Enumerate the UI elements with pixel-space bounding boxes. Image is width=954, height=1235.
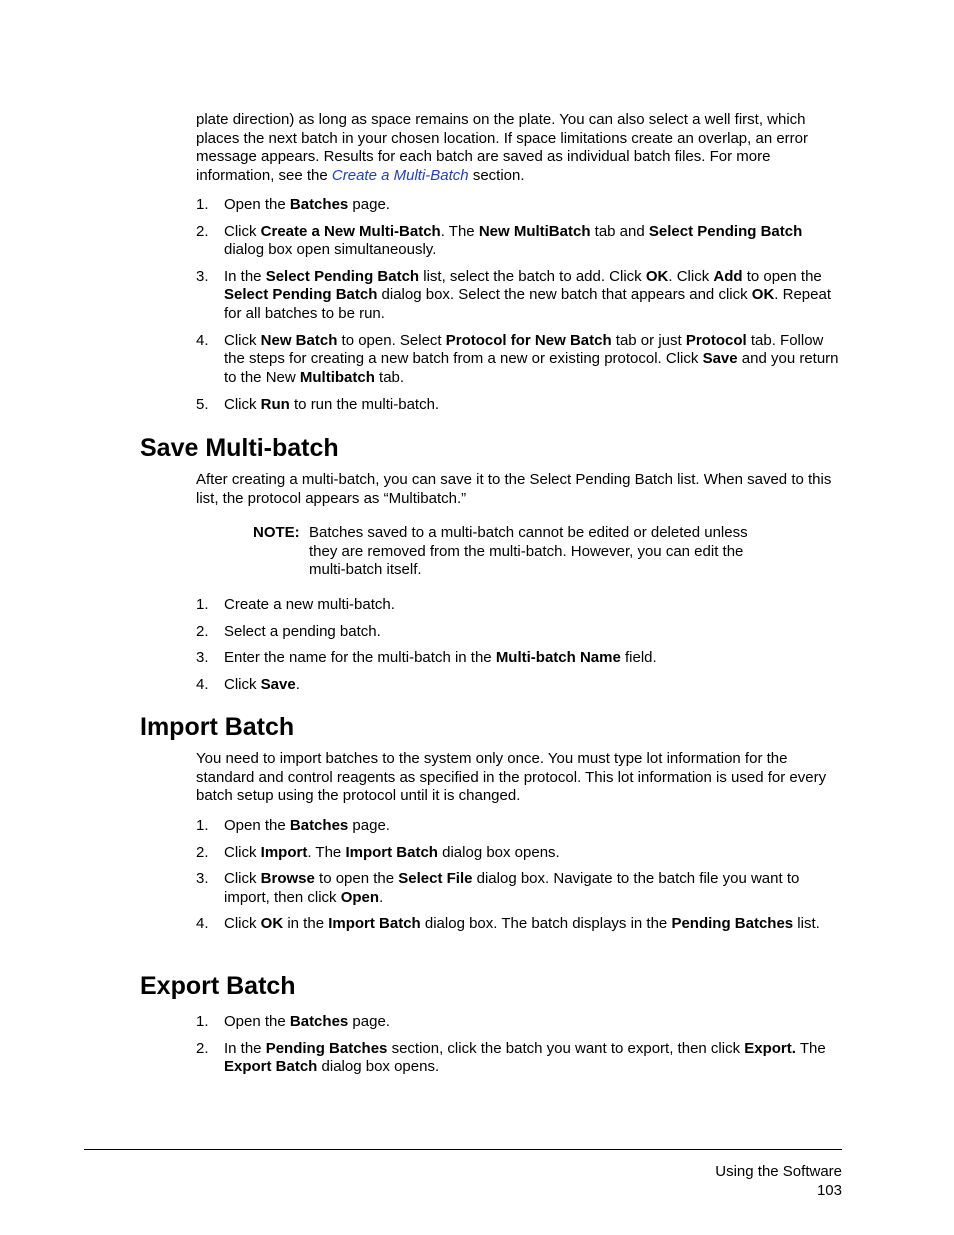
intro-text: plate direction) as long as space remains on the plate. You can also select a well first, which places the next batch in your chosen location. If space limitations create an overlap, an error message appears. Results for each batch are saved as individual batch files. For more information, see the — [196, 111, 809, 185]
step-text: dialog box. Select the new batch that appears and click — [377, 286, 752, 304]
step-number: 3. — [196, 649, 209, 666]
page-footer — [715, 1163, 842, 1200]
step-text: page. — [348, 817, 390, 834]
save-multi-batch-heading: Save Multi-batch — [140, 434, 339, 462]
footer-section-title: Using the Software — [715, 1163, 842, 1180]
step-text: Click — [224, 843, 261, 861]
ui-term: Select Pending Batch — [265, 267, 420, 285]
step-text: In the — [224, 267, 266, 285]
ui-term: OK — [645, 267, 669, 285]
ui-term: Batches — [289, 196, 349, 213]
step-text: page. — [348, 196, 390, 213]
step-text: Create a new multi-batch. — [224, 596, 395, 613]
step-text: . — [295, 675, 300, 693]
ui-term: Save — [260, 675, 296, 693]
ui-term: Import Batch — [345, 843, 438, 861]
ui-term: Export. — [744, 1039, 796, 1057]
step-text: to open. Select — [337, 331, 446, 349]
step-number: 1. — [196, 1013, 209, 1030]
save-steps-list — [196, 596, 844, 702]
step-text: in the — [283, 915, 329, 933]
list-item — [196, 623, 844, 642]
ui-term: OK — [260, 915, 284, 933]
step-text: tab. — [374, 369, 405, 387]
list-item — [196, 1040, 844, 1077]
ui-term: Create a New Multi-Batch — [260, 222, 441, 240]
step-text: and you return to the New — [224, 350, 839, 387]
step-number: 5. — [196, 395, 209, 413]
step-number: 2. — [196, 1039, 209, 1057]
step-text: dialog box opens. — [317, 1058, 440, 1076]
step-text: Click — [224, 870, 261, 887]
ui-term: Batches — [289, 817, 349, 834]
list-item — [196, 268, 844, 324]
footer-divider — [84, 1149, 842, 1150]
step-text: . The — [307, 843, 346, 861]
note-label: NOTE: — [253, 524, 300, 541]
ui-term: Select Pending Batch — [224, 286, 378, 304]
import-steps-list — [196, 817, 844, 942]
import-batch-paragraph: You need to import batches to the system only once. You must type lot information for the standard and control reagents as specified in the protocol. This lot information is used for every batch setup using the protocol until it is changed. — [196, 750, 827, 805]
step-text: Enter the name for the multi-batch in the — [224, 649, 496, 666]
step-number: 3. — [196, 870, 209, 887]
step-text: to run the multi-batch. — [289, 395, 440, 413]
ui-term: New Batch — [260, 331, 338, 349]
step-number: 4. — [196, 675, 209, 693]
ui-term: Multibatch — [299, 369, 375, 387]
page-number: 103 — [816, 1181, 842, 1199]
intro-paragraph — [196, 111, 844, 186]
ui-term: Add — [713, 267, 743, 285]
ui-term: Select Pending Batch — [648, 222, 803, 240]
ui-term: Protocol for New Batch — [445, 331, 612, 349]
step-text: Open the — [224, 1013, 290, 1030]
export-batch-heading: Export Batch — [140, 972, 296, 1000]
step-number: 1. — [196, 817, 209, 834]
ui-term: Multi-batch Name — [495, 649, 621, 666]
ui-term: Pending Batches — [265, 1039, 388, 1057]
step-text: . Repeat for all batches to be run. — [224, 286, 831, 323]
step-text: Click — [224, 675, 261, 693]
note-block — [253, 524, 773, 580]
step-number: 1. — [196, 196, 209, 213]
step-text: tab and — [590, 222, 649, 240]
list-item — [196, 844, 844, 863]
step-text: dialog box. Navigate to the batch file you want to import, then click — [224, 870, 800, 906]
step-text: . — [379, 888, 384, 906]
ui-term: OK — [751, 286, 775, 304]
ui-term: Protocol — [685, 331, 747, 349]
ui-term: Export Batch — [224, 1058, 318, 1076]
ui-term: Import Batch — [328, 915, 421, 933]
step-text: Select a pending batch. — [224, 622, 381, 640]
list-item — [196, 1013, 844, 1032]
step-text: to open the — [742, 267, 822, 285]
step-text: Open the — [224, 817, 290, 834]
step-text: section, click the batch you want to export, then click — [387, 1039, 745, 1057]
list-item — [196, 223, 844, 260]
step-number: 4. — [196, 331, 209, 349]
list-item — [196, 396, 844, 415]
step-text: field. — [620, 649, 657, 666]
step-text: . Click — [668, 267, 714, 285]
ui-term: Browse — [260, 870, 315, 887]
list-item — [196, 817, 844, 836]
step-text: dialog box. The batch displays in the — [420, 915, 672, 933]
ui-term: Save — [702, 350, 738, 368]
list-item — [196, 332, 844, 388]
list-item — [196, 596, 844, 615]
step-text: dialog box opens. — [437, 843, 560, 861]
step-number: 2. — [196, 843, 209, 861]
step-number: 2. — [196, 222, 209, 240]
list-item — [196, 196, 844, 215]
list-item — [196, 676, 844, 695]
export-steps-list — [196, 1013, 844, 1085]
intro-text-end: section. — [468, 167, 525, 185]
note-text: Batches saved to a multi-batch cannot be edited or deleted unless they are removed from the multi-batch. However, you can edit the multi-batch itself. — [309, 524, 748, 579]
import-batch-heading: Import Batch — [140, 713, 295, 741]
step-text: The — [795, 1039, 826, 1057]
ui-term: Select File — [398, 870, 473, 887]
step-text: list. — [793, 915, 820, 933]
step-number: 4. — [196, 915, 209, 933]
ui-term: New MultiBatch — [478, 222, 591, 240]
list-item — [196, 915, 844, 934]
step-text: In the — [224, 1039, 266, 1057]
step-text: dialog box open simultaneously. — [224, 241, 437, 259]
ui-term: Open — [340, 888, 380, 906]
step-text: list, select the batch to add. Click — [419, 267, 646, 285]
create-multi-batch-link[interactable]: Create a Multi-Batch — [331, 167, 469, 185]
ui-term: Run — [260, 395, 290, 413]
step-text: Click — [224, 395, 261, 413]
step-text: Click — [224, 222, 261, 240]
step-text: page. — [348, 1013, 390, 1030]
step-text: . The — [440, 222, 479, 240]
ui-term: Import — [260, 843, 308, 861]
multi-batch-steps-list — [196, 196, 844, 422]
step-number: 2. — [196, 622, 209, 640]
step-text: to open the — [314, 870, 399, 887]
list-item — [196, 870, 844, 907]
ui-term: Pending Batches — [671, 915, 794, 933]
step-text: Click — [224, 331, 261, 349]
step-text: Open the — [224, 196, 290, 213]
step-text: Click — [224, 915, 261, 933]
list-item — [196, 649, 844, 668]
ui-term: Batches — [289, 1013, 349, 1030]
step-text: tab or just — [611, 331, 686, 349]
save-multi-batch-paragraph: After creating a multi-batch, you can save it to the Select Pending Batch list. When saved to this list, the protocol appears as “Multibatch.” — [196, 471, 832, 507]
step-number: 1. — [196, 596, 209, 613]
step-text: tab. Follow the steps for creating a new batch from a new or existing protocol. Click — [224, 331, 824, 368]
step-number: 3. — [196, 267, 209, 285]
